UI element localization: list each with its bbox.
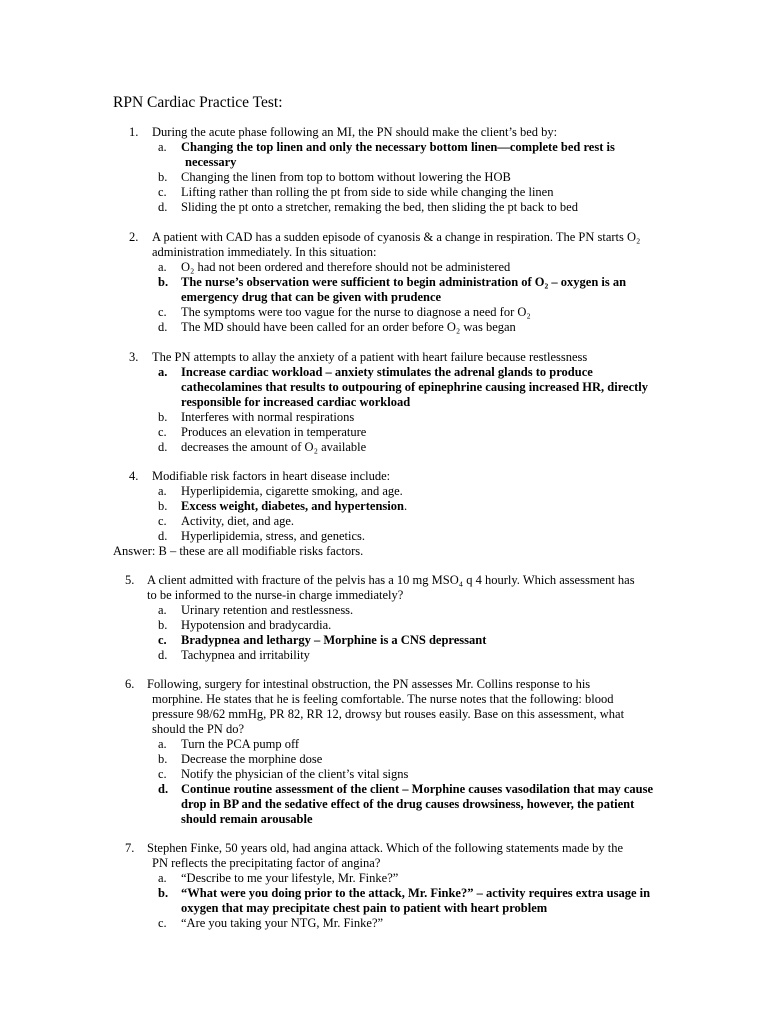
option-label: b. [158,410,168,424]
option-d: Sliding the pt onto a stretcher, remaking the bed, then sliding the pt back to bed [181,200,578,214]
option-label: b. [158,170,168,184]
question-stem: During the acute phase following an MI, the PN should make the client’s bed by: [152,125,558,139]
option-label: a. [158,140,167,154]
question-number: 7. [125,841,135,855]
option-b-correct [181,499,407,514]
question-number: 1. [129,125,139,139]
option-c: Lifting rather than rolling the pt from side to side while changing the linen [181,185,554,199]
option-a: Hyperlipidemia, cigarette smoking, and age. [181,484,403,498]
option-label: d. [158,648,168,662]
question-stem-continued: to be informed to the nurse-in charge immediately? [147,588,404,602]
option-c: The symptoms were too vague for the nurse to diagnose a need for O₂ [181,305,531,319]
option-label: d. [158,200,168,214]
option-label: b. [158,752,168,766]
question-number: 6. [125,677,135,691]
question-number: 2. [129,230,139,244]
option-label: d. [158,782,169,796]
option-c: Notify the physician of the client’s vital signs [181,767,409,781]
option-a-correct: Increase cardiac workload – anxiety stimulates the adrenal glands to produce [181,365,593,379]
question-stem: Stephen Finke, 50 years old, had angina attack. Which of the following statements made by the [147,841,624,855]
option-d: decreases the amount of O₂ available [181,440,367,454]
question-stem-continued: morphine. He states that he is feeling comfortable. The nurse notes that the following: blood [152,692,614,706]
option-b-text: Excess weight, diabetes, and hypertension [181,499,404,513]
option-label: b. [158,618,168,632]
option-label: c. [158,514,167,528]
option-label: b. [158,886,169,900]
question-number: 3. [129,350,139,364]
question-stem: A patient with CAD has a sudden episode of cyanosis & a change in respiration. The PN starts O₂ [152,230,641,244]
option-b: Changing the linen from top to bottom without lowering the HOB [181,170,511,184]
option-a-continued: responsible for increased cardiac workload [181,395,411,409]
option-d-continued: drop in BP and the sedative effect of the drug causes drowsiness, however, the patient [181,797,635,811]
question-number: 4. [129,469,139,483]
option-b: Interferes with normal respirations [181,410,355,424]
option-label: c. [158,916,167,930]
option-a-continued: cathecolamines that results to outpouring of epinephrine causing increased HR, directly [181,380,649,394]
option-d-continued: should remain arousable [181,812,313,826]
option-b: Hypotension and bradycardia. [181,618,332,632]
option-c: “Are you taking your NTG, Mr. Finke?” [181,916,384,930]
question-stem-continued: PN reflects the precipitating factor of angina? [152,856,381,870]
option-a-continued: necessary [185,155,237,169]
option-b-correct: The nurse’s observation were sufficient to begin administration of O₂ – oxygen is an [181,275,627,289]
option-label: a. [158,737,167,751]
page-title: RPN Cardiac Practice Test: [113,94,283,111]
option-label: a. [158,260,167,274]
option-label: d. [158,320,168,334]
option-c: Activity, diet, and age. [181,514,295,528]
option-a: “Describe to me your lifestyle, Mr. Finke?” [181,871,399,885]
option-d: The MD should have been called for an order before O₂ was began [181,320,516,334]
question-stem: Modifiable risk factors in heart disease include: [152,469,391,483]
question-stem: The PN attempts to allay the anxiety of a patient with heart failure because restlessness [152,350,588,364]
option-label: d. [158,529,168,543]
question-stem-continued: should the PN do? [152,722,245,736]
option-b-correct: “What were you doing prior to the attack, Mr. Finke?” – activity requires extra usage in [181,886,651,900]
option-label: a. [158,365,168,379]
option-c-correct: Bradypnea and lethargy – Morphine is a CNS depressant [181,633,487,647]
option-b: Decrease the morphine dose [181,752,323,766]
option-label: c. [158,633,167,647]
option-b-continued: oxygen that may precipitate chest pain to patient with heart problem [181,901,548,915]
question-number: 5. [125,573,135,587]
option-b-continued: emergency drug that can be given with prudence [181,290,442,304]
option-label: a. [158,603,167,617]
option-c: Produces an elevation in temperature [181,425,367,439]
option-b-period: . [403,499,408,513]
option-a: O₂ had not been ordered and therefore should not be administered [181,260,511,274]
option-d: Hyperlipidemia, stress, and genetics. [181,529,365,543]
question-stem-continued: administration immediately. In this situation: [152,245,377,259]
option-a: Urinary retention and restlessness. [181,603,354,617]
option-d-correct: Continue routine assessment of the client – Morphine causes vasodilation that may cause [181,782,653,796]
option-a-correct: Changing the top linen and only the necessary bottom linen—complete bed rest is [181,140,615,154]
option-label: c. [158,185,167,199]
option-label: a. [158,484,167,498]
option-d: Tachypnea and irritability [181,648,310,662]
question-stem: A client admitted with fracture of the pelvis has a 10 mg MSO₄ q 4 hourly. Which assessment has [147,573,635,587]
option-label: c. [158,305,167,319]
option-label: c. [158,767,167,781]
option-label: d. [158,440,168,454]
option-a: Turn the PCA pump off [181,737,300,751]
option-label: a. [158,871,167,885]
question-stem: Following, surgery for intestinal obstruction, the PN assesses Mr. Collins response to his [147,677,591,691]
option-label: c. [158,425,167,439]
option-label: b. [158,499,168,513]
question-stem-continued: pressure 98/62 mmHg, PR 82, RR 12, drowsy but rouses easily. Base on this assessment, what [152,707,625,721]
answer-line: Answer: B – these are all modifiable risks factors. [113,544,364,558]
option-label: b. [158,275,169,289]
